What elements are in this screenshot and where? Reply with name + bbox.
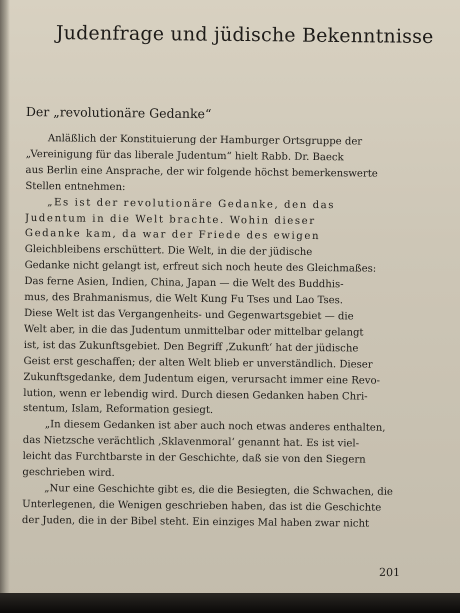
page-number: 201: [378, 565, 401, 580]
text-line: Gleichbleibens erschüttert. Die Welt, in die der jüdische: [24, 244, 313, 259]
text-line: Judentum in die Welt brachte. Wohin dieser: [25, 212, 316, 227]
section-title: Der „revolutionäre Gedanke“: [25, 104, 212, 122]
text-line: „In diesem Gedanken ist aber auch noch etwas anderes enthalten,: [44, 419, 386, 435]
text-line: Das ferne Asien, Indien, China, Japan — die Welt des Buddhis-: [24, 276, 344, 291]
text-line: Anläßlich der Konstituierung der Hamburger Ortsgruppe der: [47, 133, 363, 148]
text-line: Zukunftsgedanke, dem Judentum eigen, verursacht immer eine Revo-: [23, 371, 381, 387]
text-line: das Nietzsche verächtlich ‚Sklavenmoral‘ genannt hat. Es ist viel-: [22, 435, 360, 450]
text-line: lution, wenn er lebendig wird. Durch diesen Gedanken haben Chri-: [23, 387, 368, 403]
text-line: geschrieben wird.: [22, 467, 115, 479]
body-text: [22, 131, 446, 533]
text-line: „Es ist der revolutionäre Gedanke, den das: [47, 196, 336, 211]
text-line: Gedanke kam, da war der Friede des ewigen: [24, 228, 321, 243]
text-line: Welt aber, in die das Judentum unmittelbar oder mittelbar gelangt: [23, 323, 364, 339]
text-line: ist, ist das Zukunftsgebiet. Den Begriff ‚Zukunft‘ hat der jüdische: [23, 339, 359, 355]
text-line: Diese Welt ist das Vergangenheits- und Gegenwartsgebiet — die: [24, 307, 354, 323]
text-line: Stellen entnehmen:: [25, 180, 126, 193]
page-gutter-shadow: [0, 0, 10, 613]
text-line: Unterlegenen, die Wenigen geschrieben haben, das ist die Geschichte: [22, 498, 382, 514]
text-line: „Nur eine Geschichte gibt es, die die Besiegten, die Schwachen, die: [44, 483, 393, 498]
text-line: Geist erst geschaffen; der alten Welt blieb er unverständlich. Dieser: [23, 355, 373, 371]
text-line: stentum, Islam, Reformation gesiegt.: [23, 403, 214, 417]
background-surface: [0, 593, 460, 613]
text-line: Gedanke nicht gelangt ist, erfreut sich noch heute des Gleichmaßes:: [24, 260, 377, 275]
text-line: leicht das Furchtbarste in der Geschichte, daß sie von den Siegern: [22, 451, 366, 466]
text-line: aus Berlin eine Ansprache, der wir folgende höchst bemerkenswerte: [25, 164, 378, 180]
text-line: mus, des Brahmanismus, die Welt Kung Fu Tses und Lao Tses.: [24, 292, 344, 307]
text-line: „Vereinigung für das liberale Judentum“ hielt Rabb. Dr. Baeck: [25, 148, 344, 164]
text-line: der Juden, die in der Bibel steht. Ein einziges Mal haben zwar nicht: [21, 514, 370, 530]
chapter-title: Judenfrage und jüdische Bekenntnisse: [55, 22, 434, 48]
